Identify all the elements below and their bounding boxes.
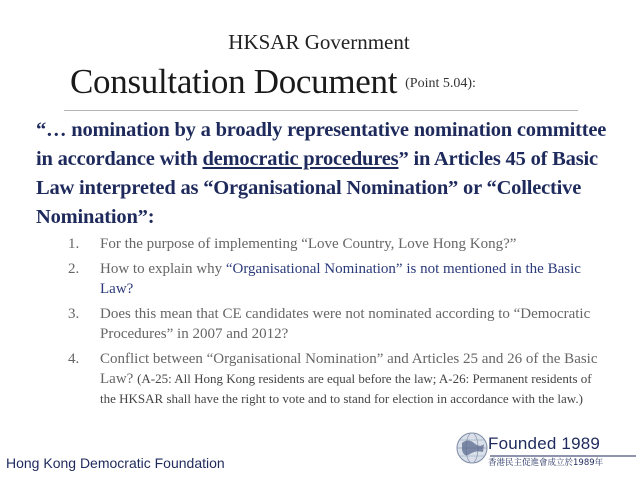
list-item: [66, 349, 606, 409]
page-title: Consultation Document: [70, 62, 398, 101]
logo-founded-text: Founded 1989: [488, 434, 601, 453]
list-item: [66, 304, 606, 344]
list-text: Conflict between “Organisational Nomination” and Articles 25 and 26 of the Basic Law?: [100, 351, 598, 387]
foundation-name: Hong Kong Democratic Foundation: [6, 455, 225, 471]
logo-chinese-text: 香港民主促進會成立於1989年: [488, 458, 604, 468]
globe-icon: [457, 433, 487, 463]
list-text: For the purpose of implementing “Love Country, Love Hong Kong?”: [100, 236, 517, 252]
list-number: 2.: [68, 261, 80, 277]
list-number: 1.: [68, 236, 80, 252]
list-text-emphasis: “Organisational Nomination” is not mentioned in the Basic Law?: [100, 261, 581, 297]
list-text: Does this mean that CE candidates were not nominated according to “Democratic Procedures” in 2007 and 2012?: [100, 306, 591, 342]
quote-highlight-1: “Organisational Nomination”: [203, 177, 459, 199]
list-text-note: (A-25: All Hong Kong residents are equal before the law; A-26: Permanent residents of the HKSAR shall have the right to vote and to stand for election in accordance with the law.): [100, 371, 592, 406]
quote-text-3: or: [458, 177, 487, 199]
quote-text-1: “… nomination by a broadly representative nomination committee in accordance with: [36, 119, 607, 170]
list-item: [66, 259, 606, 299]
title-divider: [64, 110, 578, 111]
point-reference: (Point 5.04):: [405, 76, 476, 91]
quote-text-2: ” in Articles 45 of Basic Law interpreted as: [36, 148, 598, 199]
quote-underlined: democratic procedures: [202, 148, 399, 170]
organisation-heading: HKSAR Government: [228, 30, 410, 54]
question-list: [66, 234, 606, 414]
list-number: 4.: [68, 351, 80, 367]
quoted-passage: [36, 116, 626, 232]
quote-text-4: :: [147, 206, 155, 228]
list-text: How to explain why: [100, 261, 226, 277]
list-item: [66, 234, 606, 254]
title-line: [70, 62, 476, 102]
list-number: 3.: [68, 306, 80, 322]
quote-highlight-2: “Collective Nomination”: [36, 177, 582, 228]
